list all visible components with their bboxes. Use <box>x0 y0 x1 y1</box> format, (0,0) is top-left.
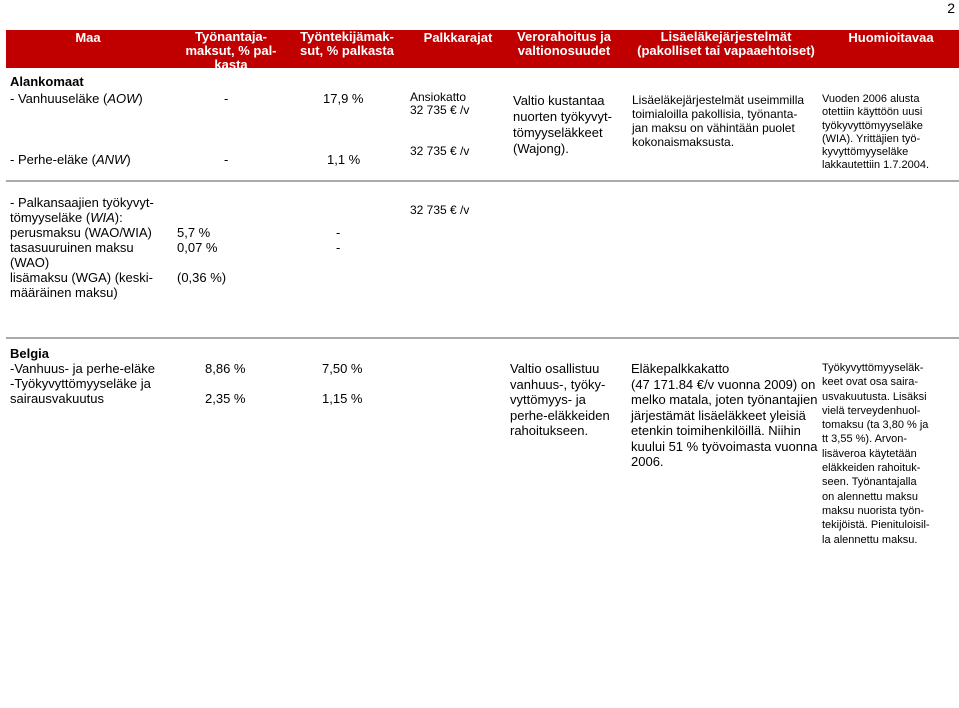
anw-label-c: ) <box>126 152 131 167</box>
page-number: 2 <box>947 0 955 16</box>
aow-label-b: AOW <box>107 91 139 106</box>
aow-label <box>10 91 143 106</box>
aow-employee-value: 17,9 % <box>323 91 364 106</box>
country-netherlands: Alankomaat <box>10 74 84 89</box>
header-tax-funding: Verorahoitus ja valtionosuudet <box>517 29 611 58</box>
aow-employer-value: - <box>224 91 229 106</box>
anw-employer-value: - <box>224 152 229 167</box>
earnings-cap-value-2: 32 735 € /v <box>410 144 470 158</box>
be-rows: -Vanhuus- ja perhe-eläke -Työkyvyttömyyseläke ja sairausvakuutus <box>10 361 156 406</box>
header-notes: Huomioitavaa <box>848 30 934 45</box>
header-employer-contributions: Työnantaja- maksut, % pal- kasta <box>185 29 277 72</box>
nl-supplementary-text: Lisäeläkejärjestelmät useimmilla toimialoilla pakollisia, työnanta- jan maksu on vähintään puolet kokonaismaksusta. <box>632 93 805 149</box>
be-notes-text: Työkyvyttömyyseläk- keet ovat osa saira- usvakuutusta. Lisäksi vielä terveydenhuol- tomaksu (ta 3,80 % ja tt 3,55 %). Arvon- lisäveroa käytetään eläkkeiden rahoituk- seen. Työnantajalla on alennettu maksu maksu nuorista työn- tekijöistä. Pienituloisil- la alennettu maksu. <box>822 362 930 546</box>
header-employee-contributions: Työntekijämak- sut, % palkasta <box>300 29 394 58</box>
be-funding-text: Valtio osallistuu vanhuus-, työky- vyttömyys- ja perhe-eläkkeiden rahoitukseen. <box>510 361 610 438</box>
earnings-cap-value-3: 32 735 € /v <box>410 203 470 217</box>
table-header <box>6 29 959 72</box>
be-employee-value-2: 1,15 % <box>322 391 363 406</box>
country-belgium: Belgia <box>10 346 50 361</box>
anw-label <box>10 152 131 167</box>
earnings-cap-value-1: 32 735 € /v <box>410 103 470 117</box>
section-divider-2 <box>6 337 959 339</box>
nl-funding-text: Valtio kustantaa nuorten työkyvyt- tömyyseläkkeet (Wajong). <box>513 93 612 156</box>
wia-title-a: - Palkansaajien työkyvyt- tömyyseläke ( <box>10 195 154 225</box>
be-employer-value-1: 8,86 % <box>205 361 246 376</box>
wia-title-b: WIA <box>90 210 115 225</box>
aow-label-c: ) <box>138 91 143 106</box>
section-divider-1 <box>6 180 959 182</box>
wia-title <box>10 195 154 225</box>
aow-label-a: - Vanhuuseläke ( <box>10 91 108 106</box>
earnings-cap-label: Ansiokatto <box>410 90 467 104</box>
nl-notes-text: Vuoden 2006 alusta otettiin käyttöön uusi työkyvyttömyyseläke (WIA). Yrittäjien työ- kyvyttömyyseläke lakkautettiin 1.7.2004. <box>822 93 930 172</box>
be-employer-value-2: 2,35 % <box>205 391 246 406</box>
anw-employee-value: 1,1 % <box>327 152 361 167</box>
header-supplementary-pensions: Lisäeläkejärjestelmät (pakolliset tai vapaaehtoiset) <box>637 29 815 58</box>
wia-employee-values: - - <box>336 225 341 255</box>
be-supplementary-text: Eläkepalkkakatto (47 171.84 €/v vuonna 2009) on melko matala, joten työnantajien järjestämät lisäeläkkeet yleisiä etenkin toimihenkilöillä. Niihin kuului 51 % työvoimasta vuonna 2006. <box>631 361 818 469</box>
anw-label-b: ANW <box>95 152 127 167</box>
wia-rows: perusmaksu (WAO/WIA) tasasuuruinen maksu (WAO) lisämaksu (WGA) (keski- määräinen maksu) <box>10 225 154 300</box>
wia-title-c: ): <box>114 210 123 225</box>
header-country: Maa <box>75 30 101 45</box>
header-wage-limits: Palkkarajat <box>423 30 493 45</box>
wia-employer-values: 5,7 % 0,07 % (0,36 %) <box>177 225 227 285</box>
be-employee-value-1: 7,50 % <box>322 361 363 376</box>
anw-label-a: - Perhe-eläke ( <box>10 152 96 167</box>
